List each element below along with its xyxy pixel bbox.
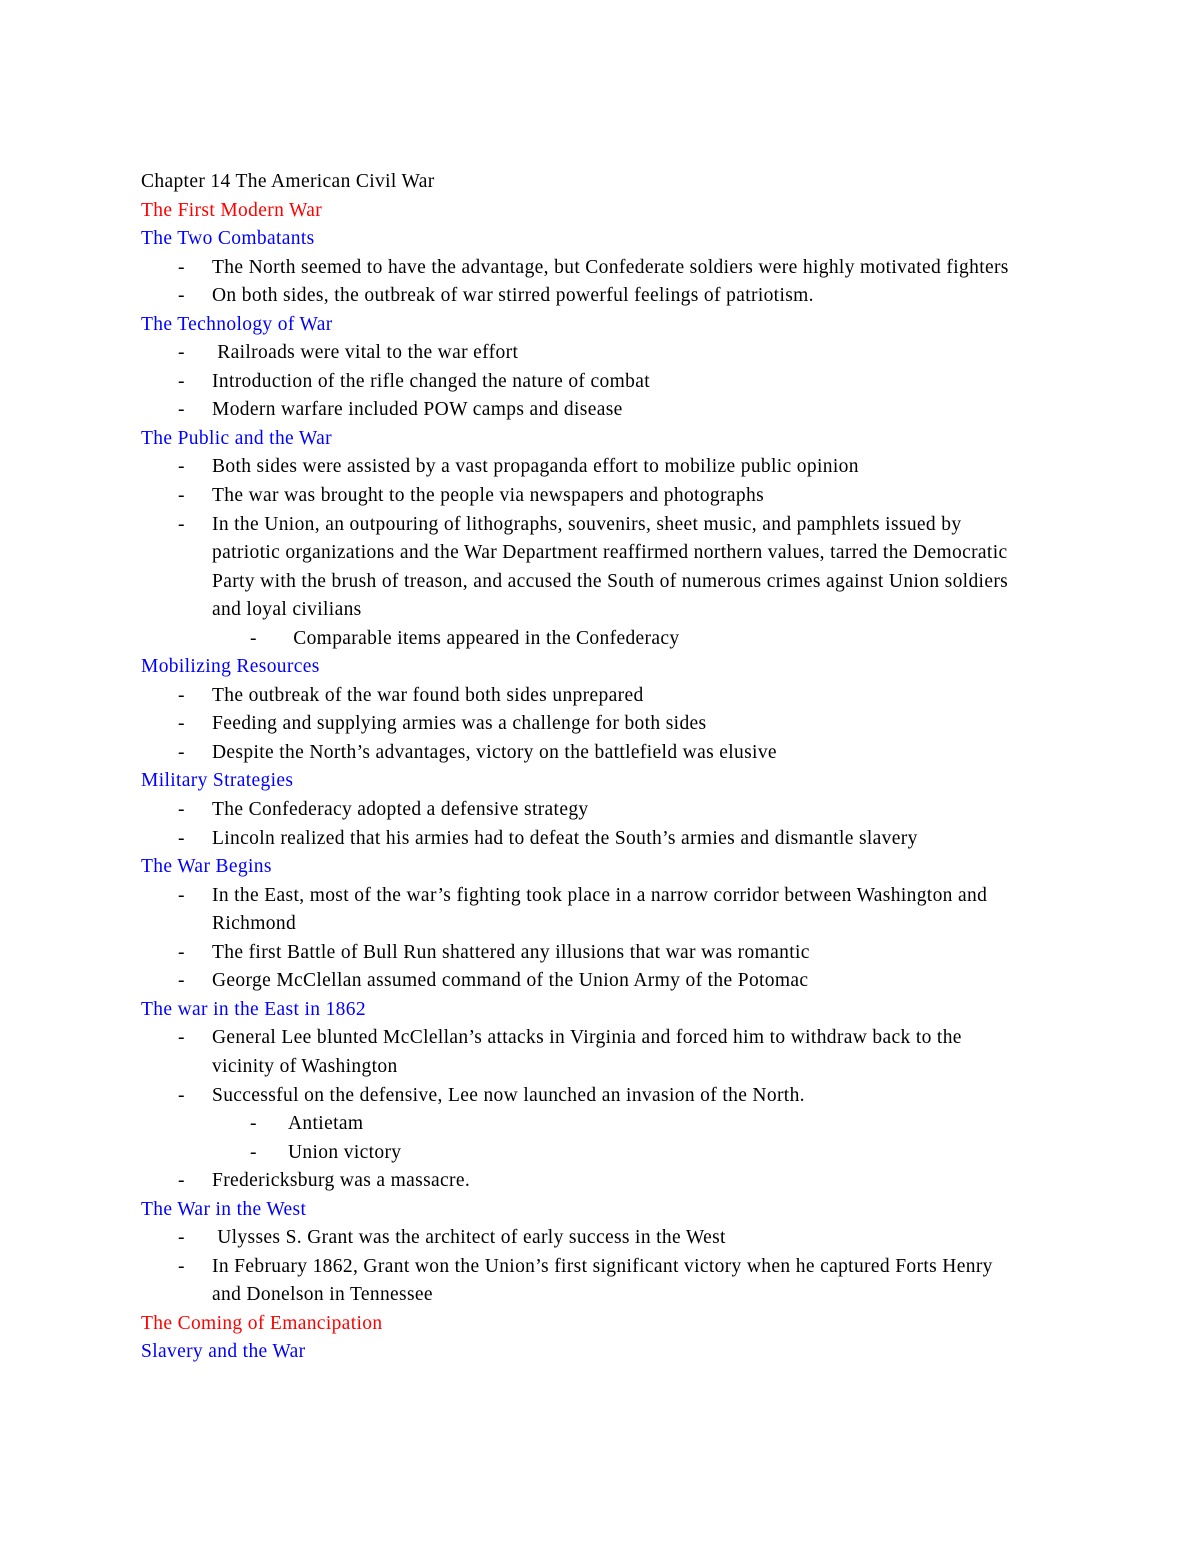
line-text: On both sides, the outbreak of war stirred powerful feelings of patriotism. — [212, 285, 814, 307]
line-text: vicinity of Washington — [212, 1055, 398, 1077]
line-text: The War in the West — [141, 1198, 307, 1220]
line-text: patriotic organizations and the War Department reaffirmed northern values, tarred the Democratic — [212, 542, 1008, 564]
bullet-item-continuation — [141, 910, 1081, 939]
bullet-item — [141, 939, 1081, 968]
line-text: The Public and the War — [141, 427, 332, 449]
line-text: Chapter 14 The American Civil War — [141, 171, 435, 192]
bullet-dash: - — [178, 513, 185, 535]
bullet-dash: - — [178, 370, 185, 392]
line-text: Union victory — [288, 1141, 402, 1163]
line-text: Feeding and supplying armies was a challenge for both sides — [212, 713, 707, 735]
bullet-item-continuation — [141, 568, 1081, 597]
line-text: In the Union, an outpouring of lithographs, souvenirs, sheet music, and pamphlets issued by — [212, 513, 962, 535]
bullet-dash: - — [178, 399, 185, 421]
line-text: The war was brought to the people via newspapers and photographs — [212, 485, 765, 507]
bullet-item — [141, 682, 1081, 711]
sub-bullet-item — [141, 625, 1081, 654]
bullet-dash: - — [178, 827, 185, 849]
subsection-heading — [141, 853, 1081, 882]
bullet-item — [141, 511, 1081, 540]
line-text: Introduction of the rifle changed the nature of combat — [212, 370, 650, 392]
bullet-dash: - — [178, 684, 185, 706]
bullet-dash: - — [178, 285, 185, 307]
subsection-heading — [141, 425, 1081, 454]
bullet-item — [141, 282, 1081, 311]
bullet-item-continuation — [141, 1053, 1081, 1082]
subsection-heading — [141, 767, 1081, 796]
bullet-item — [141, 339, 1081, 368]
bullet-dash: - — [250, 1113, 257, 1135]
bullet-dash: - — [250, 627, 257, 649]
line-text: Modern warfare included POW camps and disease — [212, 399, 623, 421]
section-heading — [141, 197, 1081, 226]
line-text: The War Begins — [141, 856, 272, 878]
sub-bullet-item — [141, 1110, 1081, 1139]
line-text: The First Modern War — [141, 199, 323, 221]
bullet-dash: - — [178, 1170, 185, 1192]
bullet-item — [141, 882, 1081, 911]
bullet-dash: - — [250, 1141, 257, 1163]
subsection-heading — [141, 653, 1081, 682]
line-text: and Donelson in Tennessee — [212, 1284, 433, 1306]
line-text: The Two Combatants — [141, 228, 315, 250]
bullet-dash: - — [178, 1227, 185, 1249]
bullet-dash: - — [178, 256, 185, 278]
bullet-item — [141, 453, 1081, 482]
line-text: Mobilizing Resources — [141, 656, 320, 678]
bullet-dash: - — [178, 799, 185, 821]
sub-bullet-item — [141, 1139, 1081, 1168]
line-text: Comparable items appeared in the Confederacy — [288, 627, 680, 649]
bullet-dash: - — [178, 970, 185, 992]
bullet-item — [141, 1024, 1081, 1053]
line-text: Military Strategies — [141, 770, 294, 792]
line-text: Despite the North’s advantages, victory on the battlefield was elusive — [212, 741, 777, 763]
document-title — [141, 168, 1081, 197]
line-text: and loyal civilians — [212, 599, 362, 621]
line-text: Richmond — [212, 913, 297, 935]
bullet-item-continuation — [141, 539, 1081, 568]
bullet-dash: - — [178, 941, 185, 963]
line-text: Slavery and the War — [141, 1341, 306, 1363]
line-text: The outbreak of the war found both sides unprepared — [212, 684, 644, 706]
bullet-item — [141, 1082, 1081, 1111]
bullet-item — [141, 739, 1081, 768]
bullet-item — [141, 254, 1081, 283]
line-text: The war in the East in 1862 — [141, 998, 366, 1020]
bullet-item — [141, 967, 1081, 996]
line-text: Party with the brush of treason, and accused the South of numerous crimes against Union soldiers — [212, 570, 1009, 592]
line-text: The Confederacy adopted a defensive strategy — [212, 799, 589, 821]
bullet-item-continuation — [141, 1281, 1081, 1310]
line-text: Lincoln realized that his armies had to defeat the South’s armies and dismantle slavery — [212, 827, 918, 849]
bullet-item-continuation — [141, 596, 1081, 625]
line-text: In February 1862, Grant won the Union’s first significant victory when he captured Forts Henry — [212, 1255, 993, 1277]
line-text: The first Battle of Bull Run shattered any illusions that war was romantic — [212, 941, 810, 963]
bullet-dash: - — [178, 713, 185, 735]
bullet-dash: - — [178, 1027, 185, 1049]
subsection-heading — [141, 1196, 1081, 1225]
bullet-item — [141, 1167, 1081, 1196]
bullet-item — [141, 396, 1081, 425]
line-text: Both sides were assisted by a vast propaganda effort to mobilize public opinion — [212, 456, 859, 478]
bullet-dash: - — [178, 1084, 185, 1106]
subsection-heading — [141, 996, 1081, 1025]
document-body — [141, 168, 1081, 1367]
subsection-heading — [141, 225, 1081, 254]
line-text: George McClellan assumed command of the Union Army of the Potomac — [212, 970, 809, 992]
subsection-heading — [141, 1338, 1081, 1367]
line-text: The Technology of War — [141, 313, 333, 335]
line-text: Ulysses S. Grant was the architect of early success in the West — [212, 1227, 726, 1249]
bullet-item — [141, 710, 1081, 739]
bullet-dash: - — [178, 342, 185, 364]
line-text: Successful on the defensive, Lee now launched an invasion of the North. — [212, 1084, 805, 1106]
bullet-dash: - — [178, 485, 185, 507]
subsection-heading — [141, 311, 1081, 340]
line-text: General Lee blunted McClellan’s attacks in Virginia and forced him to withdraw back to the — [212, 1027, 962, 1049]
bullet-dash: - — [178, 884, 185, 906]
line-text: Antietam — [288, 1113, 364, 1135]
bullet-dash: - — [178, 741, 185, 763]
bullet-item — [141, 1253, 1081, 1282]
line-text: The Coming of Emancipation — [141, 1312, 383, 1334]
line-text: Fredericksburg was a massacre. — [212, 1170, 471, 1192]
bullet-dash: - — [178, 1255, 185, 1277]
bullet-item — [141, 482, 1081, 511]
bullet-item — [141, 1224, 1081, 1253]
bullet-item — [141, 368, 1081, 397]
section-heading — [141, 1310, 1081, 1339]
line-text: The North seemed to have the advantage, but Confederate soldiers were highly motivated fighters — [212, 256, 1009, 278]
line-text: In the East, most of the war’s fighting took place in a narrow corridor between Washington and — [212, 884, 988, 906]
bullet-item — [141, 796, 1081, 825]
line-text: Railroads were vital to the war effort — [212, 342, 519, 364]
bullet-dash: - — [178, 456, 185, 478]
bullet-item — [141, 825, 1081, 854]
